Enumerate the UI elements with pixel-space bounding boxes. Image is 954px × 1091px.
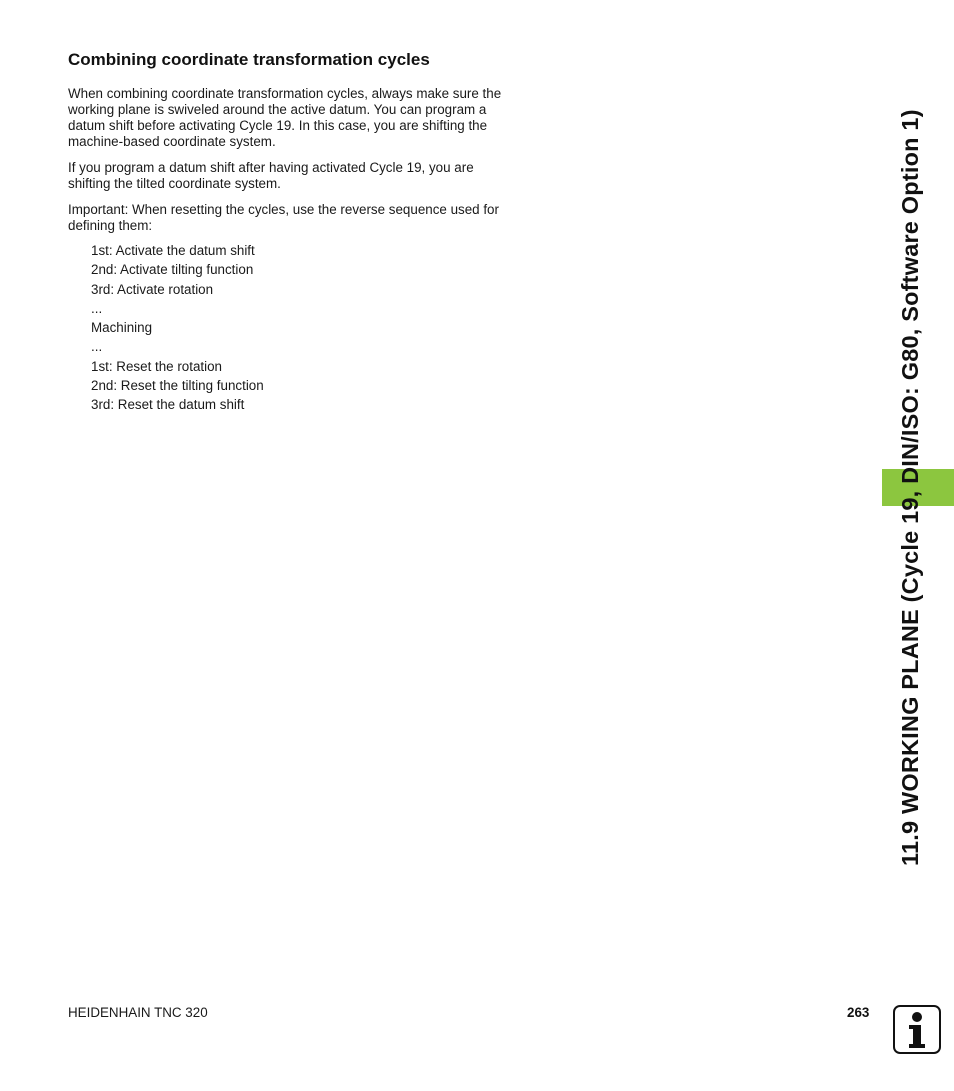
list-item: ...	[91, 339, 103, 355]
list-item: ...	[91, 300, 103, 316]
list-item: 3rd: Activate rotation	[91, 281, 214, 297]
chapter-title-text: 11.9 WORKING PLANE (Cycle 19, DIN/ISO: G80, Software Option 1)	[897, 109, 923, 866]
list-item: 3rd: Reset the datum shift	[91, 397, 245, 413]
list-item: 2nd: Reset the tilting function	[91, 378, 264, 394]
sequence-list	[68, 241, 518, 415]
paragraph-2: If you program a datum shift after having activated Cycle 19, you are shifting the tilted coordinate system.	[68, 160, 474, 191]
paragraph-1: When combining coordinate transformation cycles, always make sure the working plane is swiveled around the active datum. You can program a datum shift before activating Cycle 19. In this case, you are shifting the machine-based coordinate system.	[68, 86, 502, 149]
section-body	[68, 86, 518, 415]
info-icon	[893, 1005, 941, 1054]
footer-product: HEIDENHAIN TNC 320	[68, 1005, 208, 1020]
page-number: 263	[847, 1005, 870, 1020]
list-item: 2nd: Activate tilting function	[91, 262, 254, 278]
paragraph-3: Important: When resetting the cycles, use the reverse sequence used for defining them:	[68, 202, 499, 233]
list-item: Machining	[91, 320, 153, 336]
list-item: 1st: Activate the datum shift	[91, 243, 255, 258]
list-item: 1st: Reset the rotation	[91, 358, 223, 374]
section-heading: Combining coordinate transformation cycles	[68, 50, 430, 69]
